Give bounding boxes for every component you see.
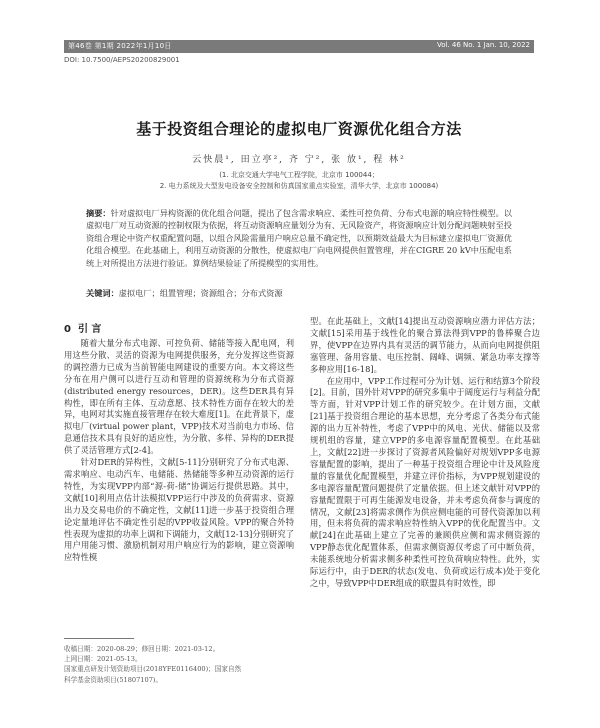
affiliation-2: 2. 电力系统及大型发电设备安全控制和仿真国家重点实验室，清华大学，北京市 100084) bbox=[159, 182, 439, 190]
footnote-line: 科学基金资助项目(51807107)。 bbox=[64, 675, 163, 684]
abstract bbox=[86, 207, 512, 269]
footnote-line: 收稿日期：2020-08-29；修回日期：2021-03-12。 bbox=[64, 645, 220, 653]
section-heading bbox=[64, 320, 101, 335]
keywords-label: 关键词： bbox=[86, 288, 119, 298]
left-column bbox=[64, 338, 294, 564]
paragraph: 针对DER的异构性，文献[5-11]分别研究了分布式电源、需求响应、电动汽车、电储能、热储能等多种互动资源的运行特性，为实现VPP内部“源-荷-储”协调运行提供思路。其中，文献[10]利用点估计法模拟VPP运行中涉及的负荷需求、资源出力及交易电价的不确定性，文献[11]进一步基于投资组合理论定量地评估不确定性引起的VPP收益风险。VPP的聚合外特性表现为虚拟的功率上调和下调能力，文献[12-13]分别研究了用户用能习惯、激励机制对用户响应行为的影响，建立资源响应特性模 bbox=[64, 457, 294, 563]
abstract-label: 摘要： bbox=[86, 208, 111, 218]
right-column bbox=[310, 316, 540, 590]
abstract-text: 针对虚拟电厂异构资源的优化组合问题，提出了包含需求响应、柔性可控负荷、分布式电源的响应特性模型。以虚拟电厂对互动资源的控制权限为依据，将互动资源响应量划分为有、无风险资产，将资源响应计划分配问题映射至投资组合理论中资产权重配置问题，以组合风险需量用户响应总量不确定性，以预期效益最大为目标建立虚拟电厂资源优化组合模型。在此基础上，利用互动资源的分散性，使虚拟电厂向电网提供但置管理，并在CIGRE 20 kV中压配电系统上对所提出方法进行验证。算例结果验证了所提模型的实用性。 bbox=[86, 208, 512, 268]
journal-header-bar bbox=[64, 40, 534, 53]
journal-volume-info: Vol. 46 No. 1 Jan. 10, 2022 bbox=[437, 41, 530, 49]
doi[interactable]: DOI: 10.7500/AEPS20200829001 bbox=[64, 56, 180, 64]
journal-issue-info: 第46卷 第1期 2022年1月10日 bbox=[68, 42, 172, 50]
paper-title: 基于投资组合理论的虚拟电厂资源优化组合方法 bbox=[136, 120, 462, 138]
authors: 云快晨¹, 田立亭², 齐 宁², 张 放¹, 程 林² bbox=[192, 155, 406, 165]
section-number: 0 bbox=[64, 324, 71, 335]
keywords bbox=[86, 288, 512, 299]
footnote-divider bbox=[64, 638, 134, 639]
keywords-text: 虚拟电厂；组置管理；资源组合；分布式资源 bbox=[118, 288, 283, 298]
footnote-line: 上网日期：2021-05-13。 bbox=[64, 655, 142, 664]
section-title: 引 言 bbox=[77, 324, 102, 335]
paragraph: 在应用中，VPP工作过程可分为计划、运行和结算3个阶段[2]。目前，国外针对VPP的研究多集中于阔度运行与利益分配等方面，针对VPP计划工作的研究较少。在计划方面，文献[21]基于投资组合理论的基本思想，充分考虑了各类分布式能源的出力互补特性，考虑了VPP中的风电、光伏、储能以及常规机组的容量，建立VPP的多电源容量配置模型。在此基础上，文献[22]进一步探讨了资源者风险偏好对规划VPP多电源容量配置的影响，提出了一种基于投资组合理论中计及风险度量的容量优化配置模型，并建立评价指标，为VPP规划建设的多电源容量配置问题提供了定量依据。但上述文献针对VPP的容量配置限于可再生能源发电设备，并未考虑负荷参与调度的情况，文献[23]将需求侧作为供应侧电能的可替代资源加以利用，但未将负荷的需求响应特性纳入VPP的优化配置当中。文献[24]在此基础上建立了完善的兼顾供应侧和需求侧资源的VPP静态优化配置体系，但需求侧资源仅考虑了可中断负荷，未能系统地分析需求侧多种柔性可控负荷响应特性。此外，实际运行中，由于DER的状态(发电、负荷或运行成本)处于变化之中，导致VPP中DER组成的联盟具有时效性，即 bbox=[310, 375, 540, 588]
affiliation-1: (1. 北京交通大学电气工程学院，北京市 100044； bbox=[219, 171, 379, 179]
paragraph: 随着大量分布式电源、可控负荷、储能等接入配电网，利用这些分散、灵活的资源为电网提供服务，充分发挥这些资源的调控潜力已成为当前智能电网建设的重要方向。本文将这些分布在用户侧可以进行互动和管理的资源统称为分布式资源(distributed energy resources，DER)。这些DER具有异构性，即在所有主体、互动意愿、技术特性方面存在较大的差异，电网对其实施直接管理存在较大难度[1]。在此背景下，虚拟电厂(virtual power plant，VPP)技术对当前电力市场、信息通信技术具有良好的适应性，为分散、多样、异构的DER提供了灵活管理方式[2-4]。 bbox=[64, 338, 294, 456]
paragraph: 型。在此基础上，文献[14]提出互动资源响应潜力评估方法；文献[15]采用基于线性化的聚合算法得到VPP的鲁棒聚合边界，使VPP在边界内具有灵活的调节能力，从而向电网提供阻塞管理、备用容量、电压控制、阔峰、调频、紧急功率支撑等多种应用[16-18]。 bbox=[310, 316, 540, 374]
footnotes bbox=[64, 644, 300, 685]
footnote-line: 国家重点研发计划资助项目(2018YFE0116400)；国家自然 bbox=[64, 665, 242, 674]
